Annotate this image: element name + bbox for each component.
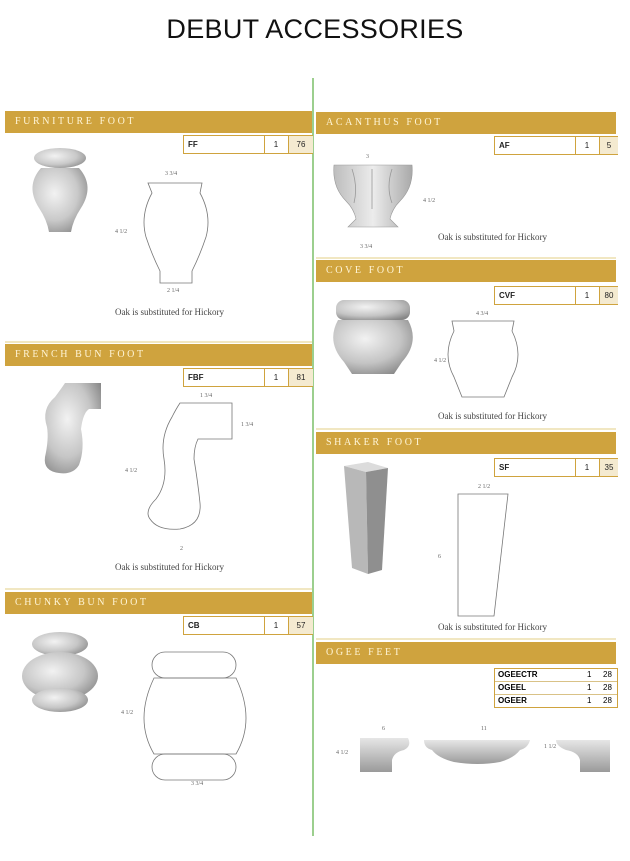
dim-top: 3 3/4	[165, 171, 178, 177]
section-header	[5, 592, 312, 614]
product-price: 35	[599, 459, 618, 476]
french-bun-foot-section	[5, 344, 312, 590]
product-code-bar	[494, 458, 618, 477]
product-code-bar	[494, 136, 618, 155]
product-qty: 1	[264, 617, 287, 634]
section-header	[316, 260, 616, 282]
product-price: 76	[288, 136, 313, 153]
section-title: COVE FOOT	[326, 265, 406, 276]
dim-bottom: 3 3/4	[360, 244, 373, 250]
shaker-foot-section	[316, 432, 616, 640]
acanthus-foot-photo	[328, 157, 418, 242]
product-code: SF	[499, 463, 510, 472]
dim-center: 11	[481, 726, 487, 732]
dim-bottom: 2	[180, 546, 183, 552]
substitution-note: Oak is substituted for Hickory	[438, 232, 547, 242]
product-code: FF	[188, 140, 198, 149]
shaker-foot-diagram	[454, 490, 524, 620]
ogee-feet-section	[316, 642, 616, 802]
product-code: AF	[499, 141, 510, 150]
product-qty: 1	[264, 136, 287, 153]
chunky-bun-foot-diagram	[140, 650, 250, 790]
dim-left: 6	[382, 726, 385, 732]
product-code: OGEEL	[498, 683, 527, 692]
product-price: 28	[603, 696, 612, 705]
product-code: OGEER	[498, 696, 527, 705]
product-price: 28	[603, 683, 612, 692]
dim-top: 1 3/4	[200, 393, 213, 399]
cove-foot-section	[316, 260, 616, 430]
section-title: ACANTHUS FOOT	[326, 117, 443, 128]
cove-foot-photo	[328, 298, 418, 378]
french-bun-foot-diagram	[140, 399, 240, 539]
product-qty: 1	[575, 459, 598, 476]
product-price: 81	[288, 369, 313, 386]
section-header	[316, 432, 616, 454]
product-code: CB	[188, 621, 200, 630]
chunky-bun-foot-photo	[20, 630, 100, 715]
product-qty: 1	[264, 369, 287, 386]
section-title: SHAKER FOOT	[326, 437, 424, 448]
product-code: CVF	[499, 291, 515, 300]
product-price: 5	[599, 137, 618, 154]
product-qty: 1	[587, 696, 592, 705]
cove-foot-diagram	[438, 315, 528, 415]
furniture-foot-section	[5, 111, 312, 343]
dim-side: 4 1/2	[121, 710, 134, 716]
section-header	[316, 112, 616, 134]
product-price: 80	[599, 287, 618, 304]
substitution-note: Oak is substituted for Hickory	[115, 307, 224, 317]
dim-side: 6	[438, 554, 441, 560]
dim-side: 4 1/2	[125, 468, 138, 474]
product-price: 28	[603, 670, 612, 679]
section-header	[5, 344, 312, 366]
product-code-bar	[494, 286, 618, 305]
substitution-note: Oak is substituted for Hickory	[115, 562, 224, 572]
product-qty: 1	[575, 287, 598, 304]
dim-top: 3	[366, 154, 369, 160]
ogee-code-table	[494, 668, 618, 708]
dim-side: 4 1/2	[115, 229, 128, 235]
dim-bottom: 3 3/4	[191, 781, 204, 787]
substitution-note: Oak is substituted for Hickory	[438, 622, 547, 632]
section-title: CHUNKY BUN FOOT	[15, 597, 149, 608]
furniture-foot-diagram	[130, 179, 220, 289]
section-header	[316, 642, 616, 664]
acanthus-foot-section	[316, 112, 616, 259]
section-title: FURNITURE FOOT	[15, 116, 137, 127]
product-qty: 1	[575, 137, 598, 154]
ogee-feet-photo	[324, 732, 614, 782]
section-header	[5, 111, 312, 133]
product-qty: 1	[587, 683, 592, 692]
substitution-note: Oak is substituted for Hickory	[438, 411, 547, 421]
column-divider	[312, 78, 314, 836]
dim-height-right: 1 1/2	[544, 744, 557, 750]
section-title: FRENCH BUN FOOT	[15, 349, 146, 360]
product-qty: 1	[587, 670, 592, 679]
product-price: 57	[288, 617, 313, 634]
table-row	[495, 669, 617, 682]
product-code-bar	[183, 368, 313, 387]
product-code: FBF	[188, 373, 204, 382]
shaker-foot-photo	[338, 462, 408, 582]
dim-right: 1 3/4	[241, 422, 254, 428]
furniture-foot-photo	[25, 146, 95, 236]
page-title: DEBUT ACCESSORIES	[166, 14, 464, 44]
table-row	[495, 682, 617, 695]
product-code-bar	[183, 135, 313, 154]
french-bun-foot-photo	[35, 379, 115, 484]
dim-top: 4 3/4	[476, 311, 489, 317]
table-row	[495, 695, 617, 707]
section-title: OGEE FEET	[326, 647, 403, 658]
dim-side: 4 1/2	[434, 358, 447, 364]
product-code-bar	[183, 616, 313, 635]
dim-side: 4 1/2	[423, 198, 436, 204]
dim-height-left: 4 1/2	[336, 750, 349, 756]
chunky-bun-foot-section	[5, 592, 312, 800]
product-code: OGEECTR	[498, 670, 538, 679]
dim-top: 2 1/2	[478, 484, 491, 490]
dim-bottom: 2 1/4	[167, 288, 180, 294]
